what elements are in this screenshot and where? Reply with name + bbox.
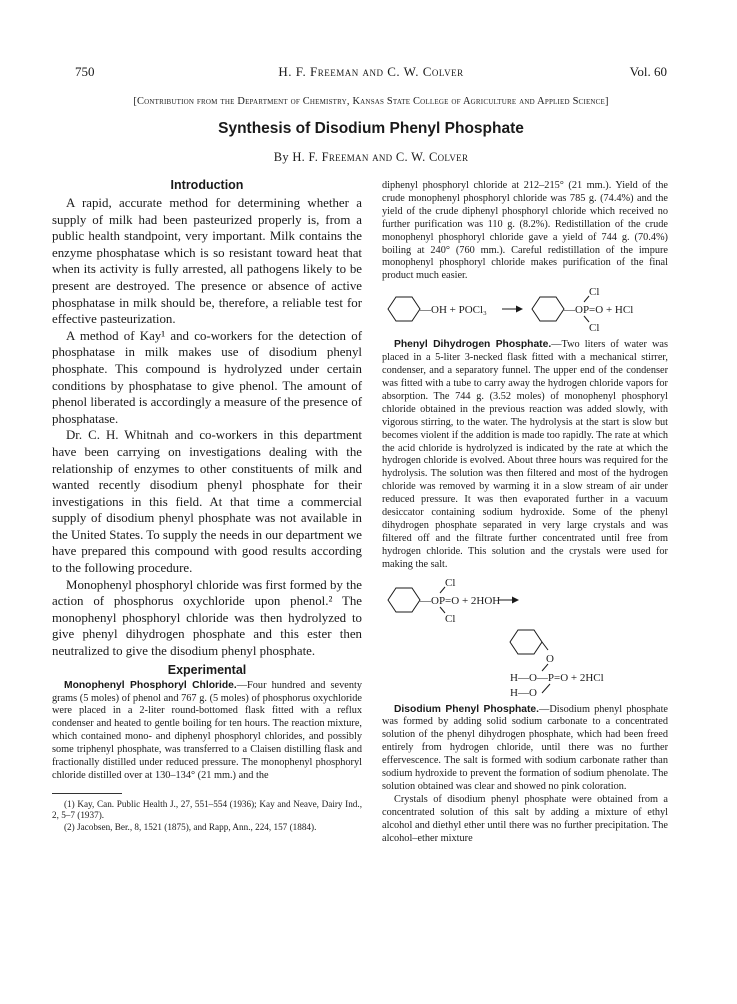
benzene-ring-1 — [388, 297, 420, 321]
eq2-left-text: —OP=O + 2HOH — [420, 594, 501, 607]
right-body-2 — [382, 339, 668, 571]
benzene-ring-4 — [510, 630, 542, 654]
subhead-phenyl-dihydrogen: Phenyl Dihydrogen Phosphate. — [394, 339, 552, 351]
introduction-heading: Introduction — [170, 178, 244, 192]
volume-label: Vol. 60 — [629, 64, 667, 79]
eq2-bond-p-ho — [542, 684, 550, 693]
eq2-o: O — [546, 652, 554, 665]
contribution-line: [Contribution from the Department of Chemistry, Kansas State College of Agriculture and Applied Science] — [133, 96, 609, 107]
eq2-cl-bot: Cl — [445, 612, 456, 625]
experimental-body — [52, 680, 362, 783]
footnote-2: (2) Jacobsen, Ber., 8, 1521 (1875), and Rapp, Ann., 224, 157 (1884). — [64, 821, 317, 832]
right-body-1 — [382, 180, 668, 283]
left-column — [52, 178, 362, 833]
running-header — [75, 64, 667, 80]
footnotes — [52, 799, 362, 834]
intro-paragraph-4: Monophenyl phosphoryl chloride was first formed by the action of phosphorus oxychloride upon phenol.² The monophenyl phosphoryl chloride was then hydrolyzed to give phenyl dihydrogen phosphate and this ester then neutralized to give the disodium phenyl phosphate. — [52, 577, 362, 659]
equation-1 — [382, 283, 668, 339]
eq1-left-text: —OH + POCl₃ — [420, 304, 487, 317]
benzene-ring-3 — [388, 588, 420, 612]
eq2-mid-text: H—O—P=O + 2HCl — [510, 671, 604, 684]
benzene-ring-2 — [532, 297, 564, 321]
subhead-disodium: Disodium Phenyl Phosphate. — [394, 703, 540, 715]
running-authors: H. F. Freeman and C. W. Colver — [278, 64, 464, 79]
eq2-bond-ring-o — [542, 642, 548, 650]
right-column — [382, 180, 668, 846]
intro-paragraph-2: A method of Kay¹ and co-workers for the detection of phosphatase in milk makes use of disodium phenyl phosphate. This compound is hydrolyzed under certain conditions by phosphatase to give phenol. The amount of phenol liberated is accordingly a measure of the presence of phosphatase. — [52, 328, 362, 426]
continued-paragraph: diphenyl phosphoryl chloride at 212–215° (21 mm.). Yield of the crude monophenyl phosphoryl chloride was 785 g. (74.4%) and the yield of the crude diphenyl phosphoryl chloride which received no further purification was 110 g. (8.2%). Redistillation of the crude monophenyl phosphoryl chloride gave a yield of 744 g. (70.4%) boiling at 240° (760 mm.). Careful redistillation of the impure monophenyl phosphoryl chloride makes purification of the final product much easier. — [382, 180, 668, 282]
eq2-cl-top: Cl — [445, 576, 456, 589]
exp-paragraph-1 — [52, 680, 362, 783]
byline-by: By — [273, 150, 289, 164]
byline-names: H. F. Freeman and C. W. Colver — [292, 150, 469, 164]
introduction-body — [52, 195, 362, 660]
page-number: 750 — [75, 64, 95, 79]
eq1-right-text: —OP=O + HCl — [564, 304, 634, 317]
equation-2 — [382, 572, 668, 698]
eq2-bond-o-p — [542, 664, 548, 671]
exp-paragraph-1-text: —Four hundred and seventy grams (5 moles) of phenol and 767 g. (5 moles) of phosphorus oxychloride were placed in a 2-liter round-bottomed flask fitted with a reflux condenser and heated to gentle boiling for ten hours. The reaction mixture, which contained mono- and diphenyl phosphoryl chlorides, and possibly some triphenyl phosphate, was transferred to a Claisen distilling flask and fractionally distilled under reduced pressure. The monophenyl phosphoryl chloride distilled over at 130–134° (21 mm.) and the — [52, 679, 362, 781]
eq2-bot-text: H—O — [510, 686, 537, 698]
footnote-rule — [52, 793, 122, 794]
experimental-heading: Experimental — [167, 662, 247, 677]
eq1-cl-bot: Cl — [589, 322, 600, 335]
exp-paragraph-3 — [382, 704, 668, 794]
article-title: Synthesis of Disodium Phenyl Phosphate — [218, 120, 524, 137]
eq2-arrow-head — [512, 596, 519, 603]
eq1-cl-top: Cl — [589, 286, 600, 299]
intro-paragraph-1: A rapid, accurate method for determining whether a supply of milk had been pasteurized properly is, from a public health standpoint, very important. Milk contains the enzyme phosphatase which is so resistant toward heat that when its activity is fully arrested, all pathogens likely to be present are destroyed. The presence or absence of active phosphatase in milk should be, therefore, a reliable test for effective pasteurization. — [52, 196, 362, 327]
exp-paragraph-2-text: —Two liters of water was placed in a 5-liter 3-necked flask fitted with a mechanical stirrer, condenser, and a separatory funnel. The upper end of the condenser was fitted with a tube to carry away the hydrogen chloride vapors for absorption. The 744 g. (3.52 moles) of monophenyl phosphoryl chloride obtained in the previous reaction was added slowly, with vigorous stirring, to the water. The hydrolysis at the start is slow but becomes violent if the addition is made too rapidly. The rate at which the acid chloride is hydrolyzed is indicated by the rate at which the hydrogen chloride is evolved. About three hours was required for the hydrolysis. The solution was then filtered and most of the hydrogen chloride was removed by warming it in a slow stream of air under reduced pressure. It was then evaporated further in a vacuum desiccator containing sodium hydroxide. Some of the phenyl dihydrogen phosphate separated in very large crystals and was filtered off and the filtrate further concentrated until free from hydrogen chloride. This solution and the crystals were used for making the salt. — [382, 339, 669, 570]
exp-paragraph-3-text: —Disodium phenyl phosphate was formed by adding solid sodium carbonate to a concentrated solution of the phenyl dihydrogen phosphate, which had been freed entirely from hydrogen chloride, until there was no further effervescence. The salt is formed with sodium carbonate rather than sodium hydroxide to prevent the formation of sodium phenolate. The solution obtained was clear and showed no pink coloration. — [382, 703, 669, 792]
right-body-3 — [382, 704, 668, 846]
intro-paragraph-3: Dr. C. H. Whitnah and co-workers in this department have been carrying on investigations dealing with the relationship of enzymes to other constituents of milk and wanted recently disodium phenyl phosphate for their investigations in this field. At that time a commercial supply of disodium phenyl phosphate was not available in the United States. To supply the needs in our department we have prepared this compound with good results according to the following procedure. — [52, 428, 362, 576]
footnote-1: (1) Kay, Can. Public Health J., 27, 551–554 (1936); Kay and Neave, Dairy Ind., 2, 5–7 (1937). — [52, 798, 362, 821]
eq1-arrow-head — [516, 306, 523, 313]
subhead-monophenyl: Monophenyl Phosphoryl Chloride. — [64, 679, 237, 691]
exp-paragraph-4: Crystals of disodium phenyl phosphate were obtained from a concentrated solution of this salt by adding a mixture of ethyl alcohol and diethyl ether until there was no further precipitation. The alcohol–ether mixture — [382, 793, 668, 844]
byline — [75, 150, 667, 165]
exp-paragraph-2 — [382, 339, 668, 571]
